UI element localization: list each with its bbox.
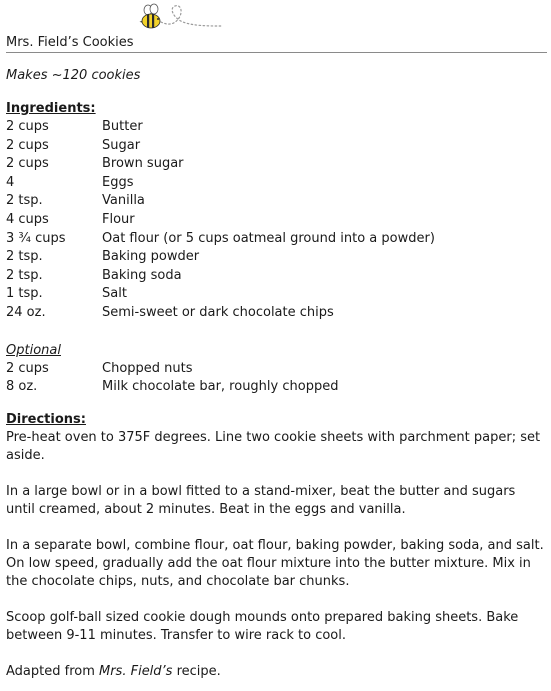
- recipe-body: [6, 67, 546, 681]
- ingredient-name: Brown sugar: [102, 156, 184, 172]
- ingredient-row: [6, 211, 546, 230]
- directions-heading: Directions:: [6, 411, 86, 427]
- ingredient-row: [6, 267, 546, 286]
- ingredient-name: Butter: [102, 119, 143, 134]
- ingredient-quantity: 8 oz.: [6, 379, 38, 395]
- ingredient-row: [6, 248, 546, 267]
- ingredient-row: [6, 155, 546, 174]
- ingredient-quantity: 2 cups: [6, 360, 49, 376]
- ingredient-name: Oat flour (or 5 cups oatmeal ground into a powder): [102, 230, 435, 246]
- ingredient-row: [6, 378, 546, 397]
- ingredient-name: Chopped nuts: [102, 360, 193, 376]
- ingredient-name: Milk chocolate bar, roughly chopped: [102, 379, 339, 395]
- optional-ingredients-list: [6, 360, 546, 397]
- ingredient-name: Vanilla: [102, 193, 145, 209]
- ingredient-quantity: 2 tsp.: [6, 249, 43, 265]
- ingredient-name: Baking powder: [102, 249, 200, 265]
- optional-heading: Optional: [6, 342, 61, 358]
- credit-source: Mrs. Field’s: [99, 663, 173, 679]
- credit-suffix: recipe.: [172, 663, 221, 679]
- ingredient-row: [6, 137, 546, 156]
- ingredient-quantity: 4 cups: [6, 211, 49, 227]
- ingredient-quantity: 2 tsp.: [6, 267, 43, 283]
- section-spacer: [6, 397, 546, 411]
- ingredient-row: [6, 360, 546, 379]
- section-spacer: [6, 323, 546, 342]
- ingredient-quantity: 4: [6, 174, 15, 190]
- ingredient-row: [6, 230, 546, 249]
- ingredient-quantity: 2 cups: [6, 156, 49, 172]
- direction-step: In a large bowl or in a bowl fitted to a stand-mixer, beat the butter and sugars until creamed, about 2 minutes. Beat in the eggs and vanilla.: [6, 483, 516, 517]
- recipe-credit: [6, 663, 546, 681]
- document-title: Mrs. Field’s Cookies: [6, 35, 134, 50]
- direction-step: Scoop golf-ball sized cookie dough mounds onto prepared baking sheets. Bake between 9-11 minutes. Transfer to wire rack to cool.: [6, 609, 519, 643]
- ingredient-row: [6, 118, 546, 137]
- ingredient-name: Semi-sweet or dark chocolate chips: [102, 304, 334, 320]
- ingredient-row: [6, 304, 546, 323]
- ingredient-quantity: 1 tsp.: [6, 286, 43, 302]
- ingredient-quantity: 3 ¾ cups: [6, 230, 66, 246]
- direction-step: In a separate bowl, combine flour, oat flour, baking powder, baking soda, and salt. On low speed, gradually add the oat flour mixture into the butter mixture. Mix in the chocolate chips, nuts, and chocolate bar chunks.: [6, 537, 544, 589]
- ingredient-name: Eggs: [102, 174, 134, 190]
- credit-prefix: Adapted from: [6, 663, 99, 679]
- ingredient-row: [6, 192, 546, 211]
- ingredient-quantity: 2 cups: [6, 137, 49, 153]
- ingredient-row: [6, 174, 546, 193]
- ingredient-row: [6, 285, 546, 304]
- recipe-yield: Makes ~120 cookies: [6, 68, 141, 83]
- direction-step: Pre-heat oven to 375F degrees. Line two cookie sheets with parchment paper; set aside.: [6, 429, 541, 463]
- ingredients-list: [6, 118, 546, 323]
- document-header: [6, 0, 547, 53]
- ingredients-heading: Ingredients:: [6, 101, 96, 116]
- ingredient-quantity: 2 cups: [6, 119, 49, 134]
- ingredient-name: Baking soda: [102, 267, 182, 283]
- ingredient-name: Salt: [102, 286, 127, 302]
- ingredient-quantity: 2 tsp.: [6, 193, 43, 209]
- ingredient-quantity: 24 oz.: [6, 304, 46, 320]
- bee-icon: [139, 2, 225, 32]
- ingredient-name: Flour: [102, 211, 135, 227]
- ingredient-name: Sugar: [102, 137, 141, 153]
